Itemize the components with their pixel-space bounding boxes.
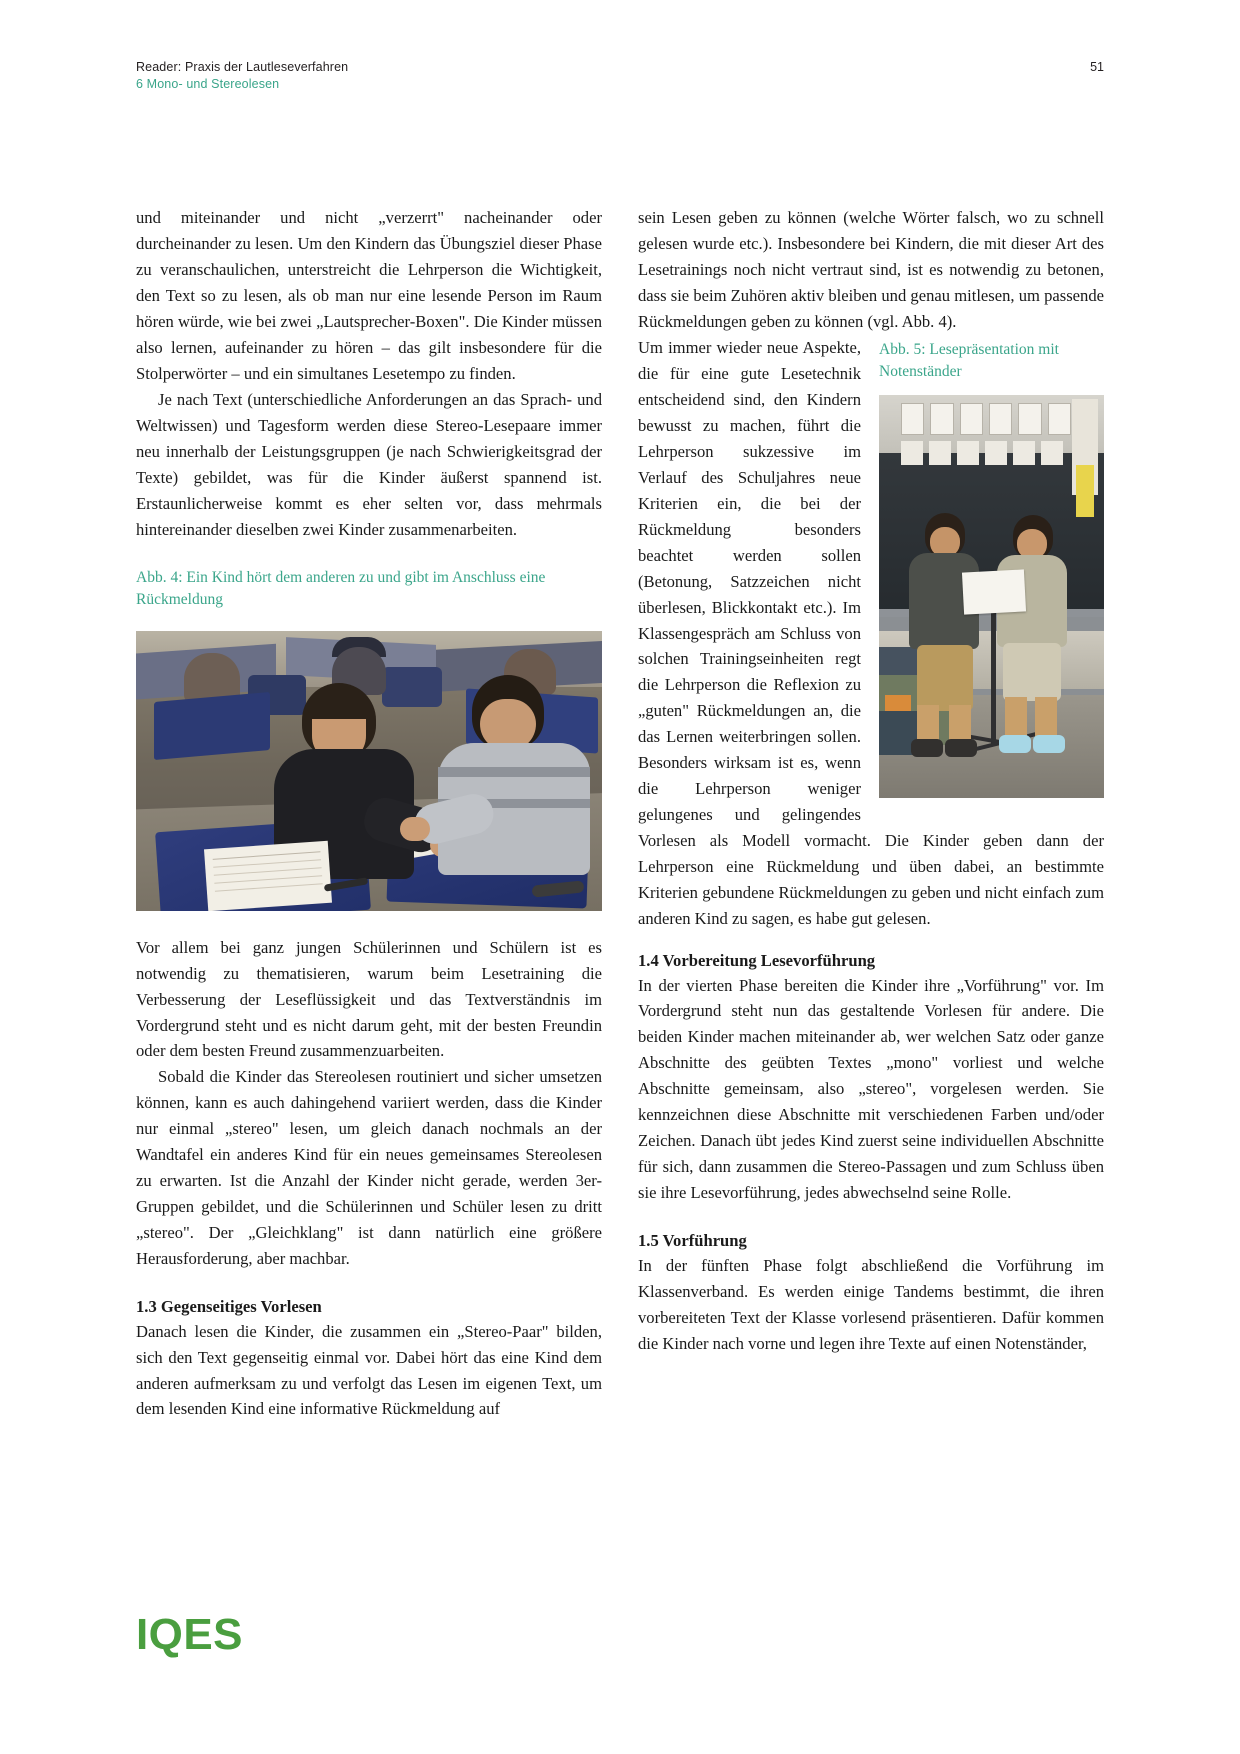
paragraph: Vor allem bei ganz jungen Schülerinnen und Schülern ist es notwendig zu thematisieren, warum beim Lesetraining die Verbesserung der Leseflüssigkeit und das Textverständnis im Vordergrund steht und es nicht darum geht, mit der besten Freundin oder dem besten Freund zusammenzuarbeiten.: [136, 937, 602, 1061]
left-column: [136, 205, 602, 1422]
paragraph: Sobald die Kinder das Stereolesen routiniert und sicher umsetzen können, kann es auch dahingehend variiert werden, dass die Kinder nur einmal „stereo" lesen, um gleich danach nochmals an der Wandtafel ein anderes Kind für ein neues gemeinsames Stereolesen zu erwarten. Ist die Anzahl der Kinder nicht gerade, werden 3er-Gruppen gebildet, und die Schülerinnen und Schüler lesen zu dritt „stereo". Der „Gleichklang" ist dann natürlich eine größere Herausforderung, aber machbar.: [136, 1067, 602, 1269]
paragraph: Um immer wieder neue Aspekte, die für eine gute Lesetechnik entscheidend sind, den Kindern bewusst zu machen, führt die Lehrperson sukzessive im Verlauf des Schuljahres neue Kriterien ein, die bei der Rückmeldung besonders beachtet werden sollen (Betonung, Satzzeichen nicht überlesen, Blickkontakt etc.). Im Klassengespräch am Schluss von solchen Trainingseinheiten regt die Lehrperson die Reflexion zu „guten" Rückmeldungen an, die das Lernen weiterbringen sollen. Besonders wirksam ist es, wenn die Lehrperson weniger gelungenes und gelingendes Vorlesen als Modell vormacht. Die Kinder geben dann der Lehrperson eine Rückmeldung und üben dabei, an bestimmte Kriterien gebundene Rückmeldungen zu geben und nicht einfach zum anderen Kind zu sagen, es habe gut gelesen.: [638, 337, 1104, 929]
paragraph: sein Lesen geben zu können (welche Wörter falsch, wo zu schnell gelesen wurde etc.). Insbesondere bei Kindern, die mit dieser Art des Lesetrainings noch nicht vertraut sind, ist es notwendig zu betonen, dass sie beim Zuhören aktiv bleiben und genau mitlesen, um passende Rückmeldungen geben zu können (vgl. Abb. 4).: [638, 208, 1104, 331]
heading-1-5: 1.5 Vorführung: [638, 1231, 747, 1251]
document-title: Reader: Praxis der Lautleseverfahren: [136, 60, 349, 74]
figure-5-caption: Abb. 5: Lesepräsentation mit Notenständer: [879, 340, 1059, 380]
page-header: [136, 60, 1104, 91]
two-column-body: [136, 205, 1104, 1565]
heading-1-4: 1.4 Vorbereitung Lesevorführung: [638, 951, 876, 971]
paragraph: In der vierten Phase bereiten die Kinder ihre „Vorführung" vor. Im Vordergrund steht nun das gestaltende Vorlesen für andere. Die beiden Kinder machen miteinander ab, wer welchen Satz oder ganze Abschnitte des geübten Textes „mono" vorliest und welche Abschnitte gemeinsam, also „stereo", vorgelesen werden. Sie kennzeichnen diese Abschnitte mit verschiedenen Farben und/oder Zeichen. Danach übt jedes Kind zuerst seine individuellen Abschnitte für sich, dann zusammen die Stereo-Passagen und zum Schluss üben sie ihre Lesevorführung, jedes abwechselnd seine Rolle.: [638, 975, 1104, 1203]
classroom-photo-two-children-reading: [136, 631, 602, 911]
header-left: [136, 60, 348, 91]
figure-4-wrapper: [136, 631, 602, 911]
paragraph: Danach lesen die Kinder, die zusammen ein „Stereo-Paar" bilden, sich den Text gegenseitig einmal vor. Dabei hört das eine Kind dem anderen aufmerksam zu und verfolgt das Lesen im eigenen Text, um dem lesenden Kind eine informative Rückmeldung auf: [136, 1321, 602, 1419]
chapter-label: 6 Mono- und Stereolesen: [136, 77, 280, 91]
figure-4-caption: Abb. 4: Ein Kind hört dem anderen zu und gibt im Anschluss eine Rückmeldung: [136, 568, 546, 608]
paragraph: In der fünften Phase folgt abschließend die Vorführung im Klassenverband. Es werden einige Tandems bestimmt, die ihren vorbereiteten Text der Klasse vorlesend präsentieren. Dafür kommen die Kinder nach vorne und legen ihre Texte auf einen Notenständer,: [638, 1255, 1104, 1353]
paragraph: Je nach Text (unterschiedliche Anforderungen an das Sprach- und Weltwissen) und Tagesform werden diese Stereo-Lesepaare immer neu innerhalb der Leistungsgruppen (je nach Schwierigkeitsgrad der Texte) gebildet, was für die Kinder äußerst spannend ist. Erstaunlicherweise kommt es eher selten vor, dass mehrmals hintereinander dieselben zwei Kinder zusammenarbeiten.: [136, 389, 602, 539]
right-column: [638, 205, 1104, 1357]
figure-5-block: [879, 339, 1104, 798]
page-number: 51: [1090, 60, 1104, 74]
paragraph: und miteinander und nicht „verzerrt" nacheinander oder durcheinander zu lesen. Um den Kindern das Übungsziel dieser Phase zu veranschaulichen, unterstreicht die Lehrperson die Wichtigkeit, den Text so zu lesen, als ob man nur eine lesende Person im Raum hören würde, wie bei zwei „Lautsprecher-Boxen". Die Kinder müssen also lernen, aufeinander zu hören – das gilt insbesondere für die Stolperwörter – und ein simultanes Lesetempo zu finden.: [136, 208, 602, 383]
heading-1-3: 1.3 Gegenseitiges Vorlesen: [136, 1297, 322, 1317]
iqes-logo: IQES: [136, 1610, 243, 1659]
two-boys-reading-from-music-stand-photo: [879, 395, 1104, 798]
